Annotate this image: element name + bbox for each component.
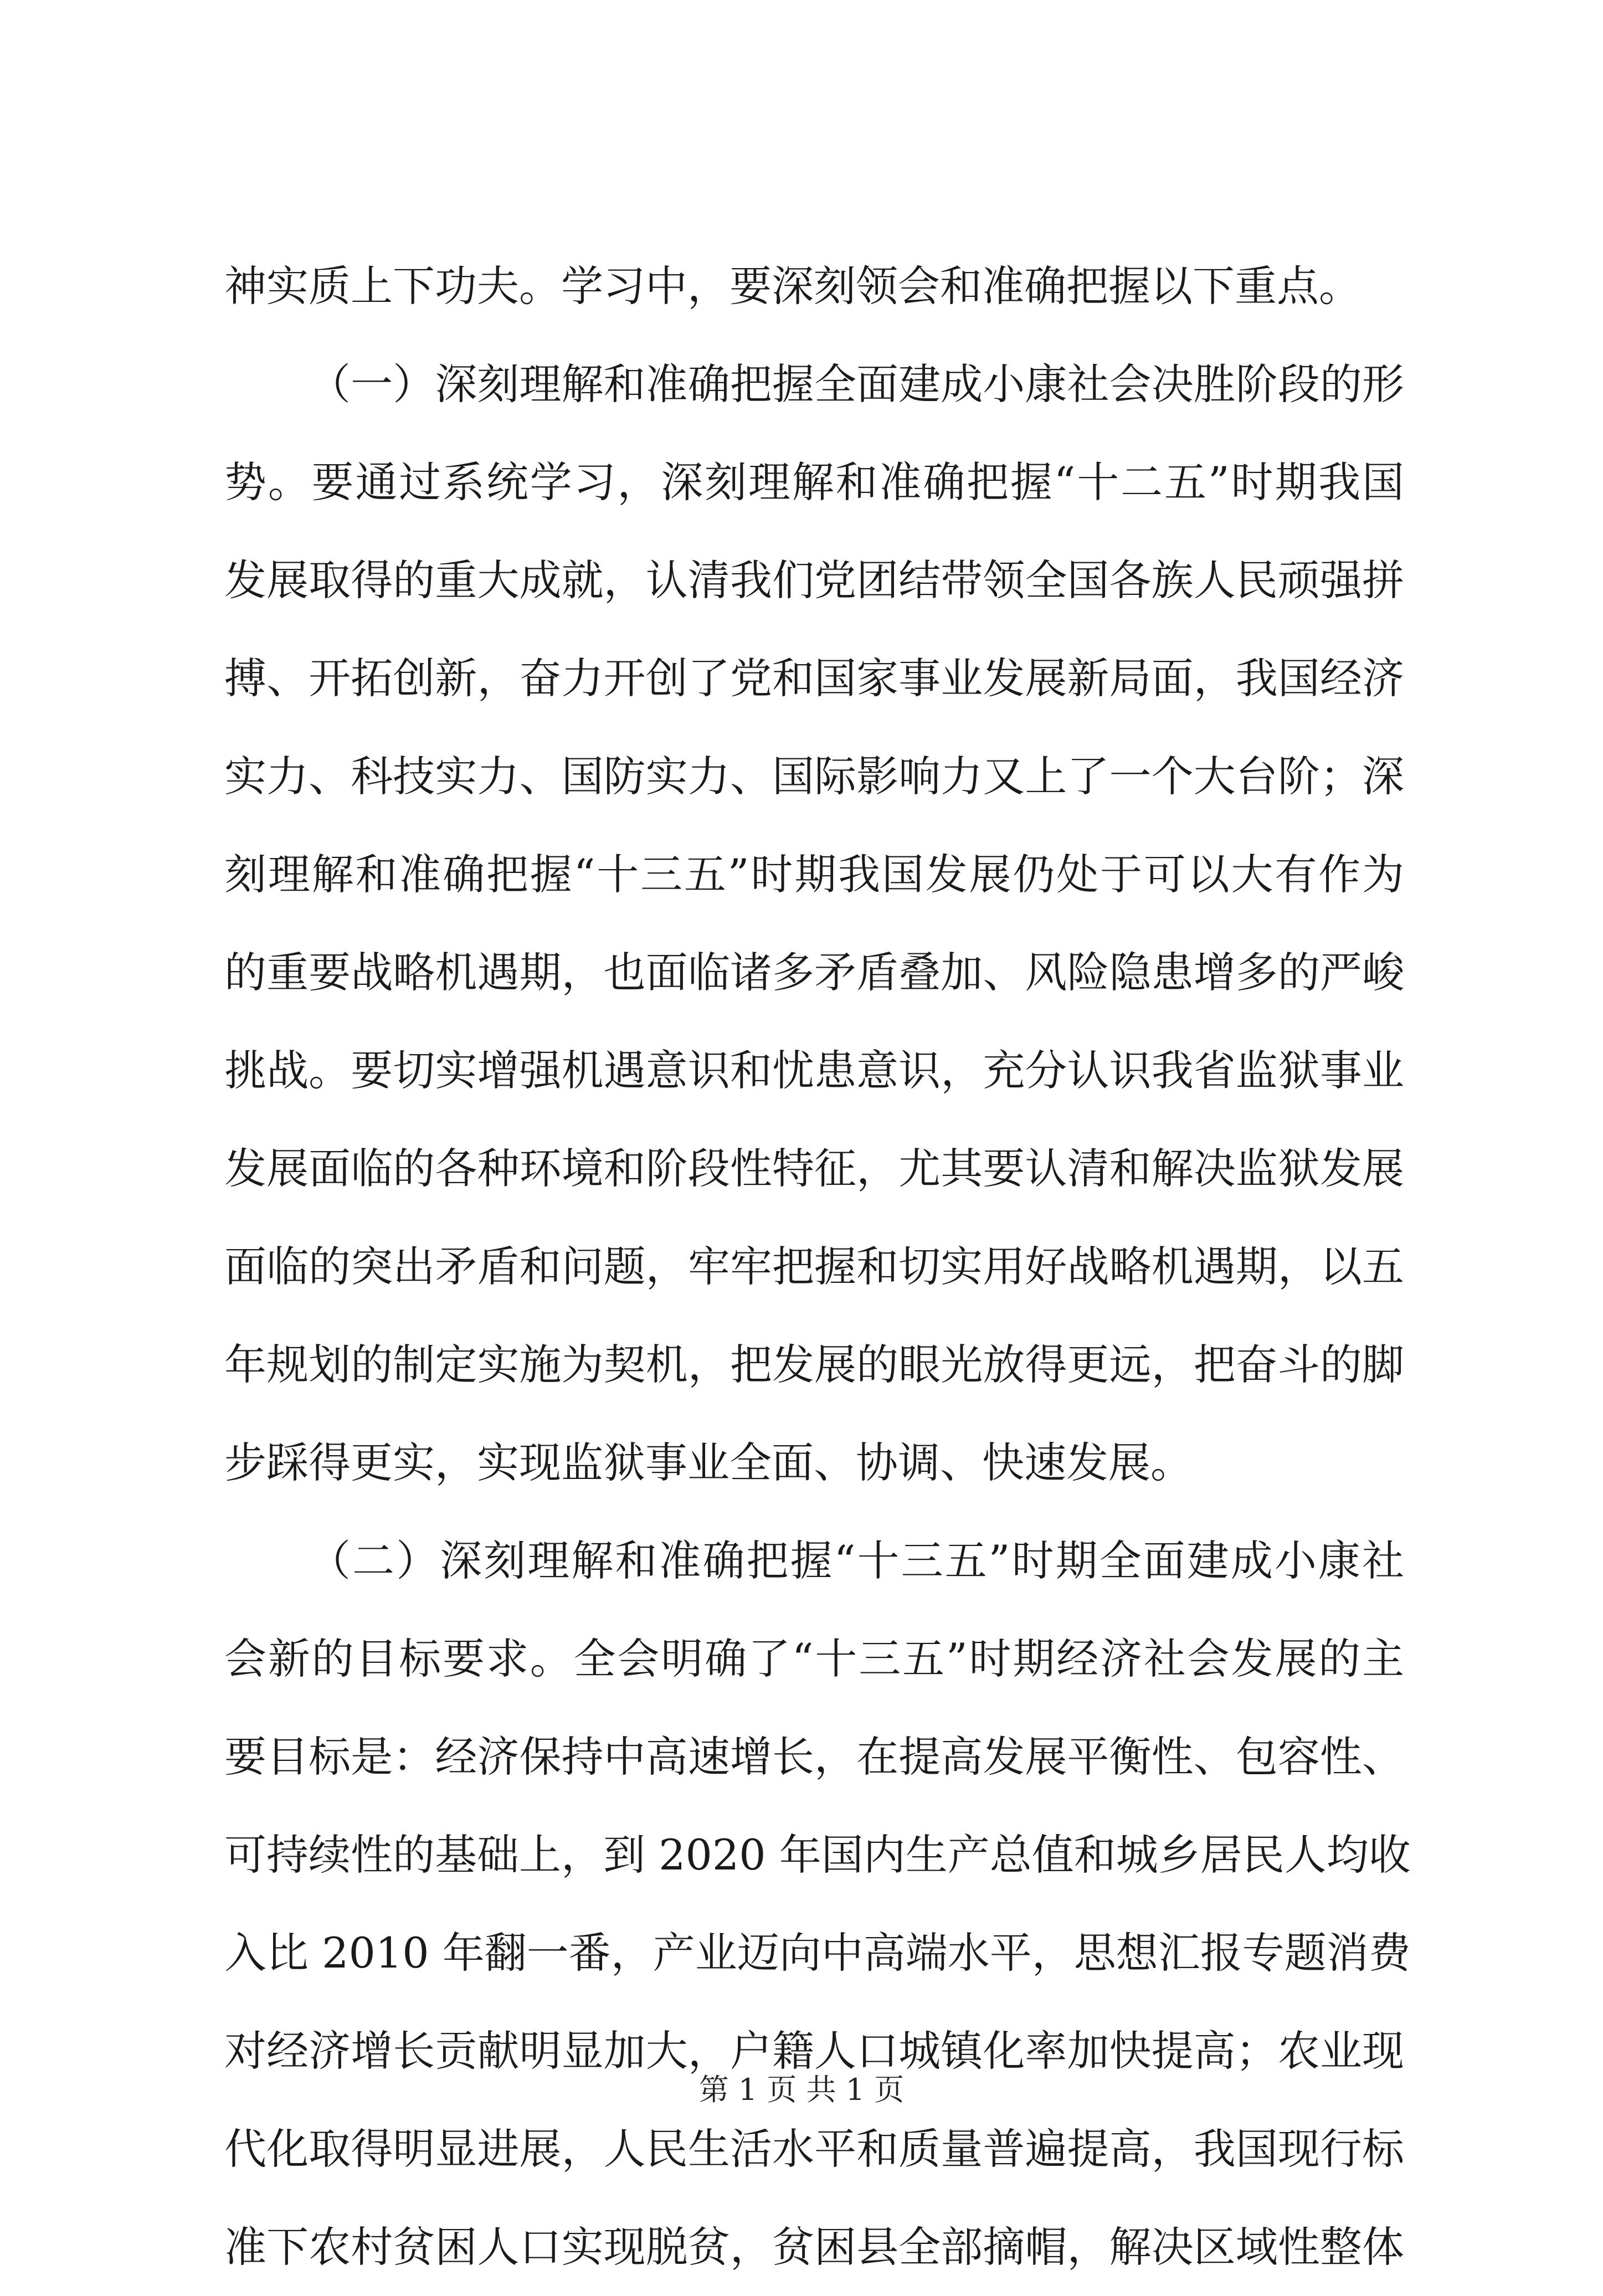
text-line: 搏、开拓创新，奋力开创了党和国家事业发展新局面，我国经济 xyxy=(224,654,1404,703)
text-line: 神实质上下功夫。学习中，要深刻领会和准确把握以下重点。 xyxy=(224,261,1361,311)
body-text xyxy=(224,237,1411,2296)
text-line: 面临的突出矛盾和问题，牢牢把握和切实用好战略机遇期，以五 xyxy=(224,1242,1404,1291)
text-line: 刻理解和准确把握“十三五”时期我国发展仍处于可以大有作为 xyxy=(224,850,1404,899)
page-footer: 第 1 页 共 1 页 xyxy=(698,2072,905,2107)
text-line: （二）深刻理解和准确把握“十三五”时期全面建成小康社 xyxy=(309,1536,1404,1585)
text-line: 发展取得的重大成就，认清我们党团结带领全国各族人民顽强拼 xyxy=(224,556,1404,605)
text-line: 挑战。要切实增强机遇意识和忧患意识，充分认识我省监狱事业 xyxy=(224,1046,1404,1095)
text-line: 势。要通过系统学习，深刻理解和准确把握“十二五”时期我国 xyxy=(224,458,1404,507)
text-line: 会新的目标要求。全会明确了“十三五”时期经济社会发展的主 xyxy=(224,1634,1404,1683)
text-line: （一）深刻理解和准确把握全面建成小康社会决胜阶段的形 xyxy=(309,359,1404,409)
text-line: 可持续性的基础上，到 2020 年国内生产总值和城乡居民人均收 xyxy=(224,1830,1411,1879)
text-line: 准下农村贫困人口实现脱贫，贫困县全部摘帽，解决区域性整体 xyxy=(224,2222,1404,2272)
text-line: 步踩得更实，实现监狱事业全面、协调、快速发展。 xyxy=(224,1438,1193,1487)
text-line: 要目标是：经济保持中高速增长，在提高发展平衡性、包容性、 xyxy=(224,1732,1404,1781)
text-line: 实力、科技实力、国防实力、国际影响力又上了一个大台阶；深 xyxy=(224,752,1404,801)
text-line: 年规划的制定实施为契机，把发展的眼光放得更远，把奋斗的脚 xyxy=(224,1340,1404,1389)
text-line: 对经济增长贡献明显加大，户籍人口城镇化率加快提高；农业现 xyxy=(224,2026,1404,2076)
text-line: 入比 2010 年翻一番，产业迈向中高端水平，思想汇报专题消费 xyxy=(224,1928,1411,1977)
text-line: 的重要战略机遇期，也面临诸多矛盾叠加、风险隐患增多的严峻 xyxy=(224,948,1404,997)
text-line: 代化取得明显进展，人民生活水平和质量普遍提高，我国现行标 xyxy=(224,2124,1404,2174)
text-line: 发展面临的各种环境和阶段性特征，尤其要认清和解决监狱发展 xyxy=(224,1144,1404,1193)
